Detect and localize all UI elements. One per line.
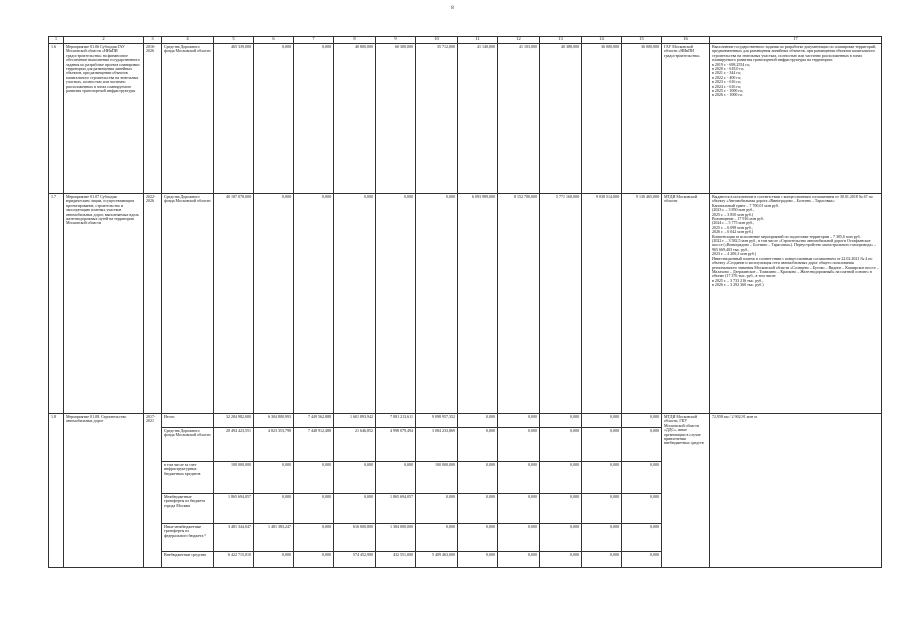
- amount-cell: 0,000: [622, 428, 662, 462]
- measure-name: Мероприятие 01.06 Субсидия ГАУ Московской области «НИиПИ градостроительства» на финансовое обеспечение выполнения государственного задания по разработке проекта планировки территории для размещения линейных объектов, при размещении объектов капитального строительства на земельных участках, полностью или частично расположенных в зонах планируемого развития транспортной инфраструктуры: [64, 44, 144, 194]
- result-line: Выдаются в исполнение в соответствии с концессионным соглашением от 30.01.2018 № 67 по объекту «Автомобильная дорога «Виноградово – Болтино – Тарасовка»:: [712, 194, 873, 204]
- funding-source: в том числе за счет инфраструктурных бюджетных кредитов: [162, 462, 214, 494]
- funding-source: Средства Дорожного фонда Московской области: [162, 194, 214, 414]
- amount-cell: 0,000: [294, 494, 334, 524]
- amount-cell: 0,000: [582, 494, 622, 524]
- amount-cell: 36 000,000: [582, 44, 622, 194]
- amount-cell: 0,000: [458, 428, 498, 462]
- amount-cell: 0,000: [458, 494, 498, 524]
- amount-cell: 7 448 912,488: [294, 428, 334, 462]
- amount-cell: 6 093 989,000: [458, 194, 498, 414]
- years: 2016-2026: [144, 44, 162, 194]
- result-line: (2023 г. – 3 850 млн руб.,: [712, 207, 755, 213]
- amount-cell: 8 152 700,000: [498, 194, 540, 414]
- result-line: Возмещение – 17 916 млн руб.: [712, 216, 765, 222]
- amount-cell: 0,000: [416, 194, 458, 414]
- amount-cell: 0,000: [540, 414, 582, 428]
- result-line: 2023 г. – 4 200,3 млн руб.): [712, 251, 757, 257]
- amount-cell: 0,000: [622, 552, 662, 568]
- amount-cell: 0,000: [498, 494, 540, 524]
- amount-cell: 6 422 715,010: [214, 552, 254, 568]
- amount-cell: 0,000: [458, 552, 498, 568]
- row-number: 1.6: [49, 44, 64, 194]
- row-number: 1.8: [49, 414, 64, 568]
- amount-cell: 0,000: [254, 44, 294, 194]
- amount-cell: 4 823 353,798: [254, 428, 294, 462]
- amount-cell: 0,000: [540, 494, 582, 524]
- amount-cell: 7 881 213,611: [376, 414, 416, 428]
- amount-cell: 0,000: [294, 194, 334, 414]
- result-line: Выполнение государственного задания по разработке документации по планировке территорий, предназначенных для размещения линейных объектов, при размещении объектов капитального строительства на земельных участках, полностью или частично расположенных в зонах планируемого развития транспортной инфраструктуры на территории:: [712, 44, 877, 63]
- amount-cell: 0,000: [582, 462, 622, 494]
- amount-cell: 0,000: [622, 494, 662, 524]
- amount-cell: 0,000: [498, 524, 540, 552]
- amount-cell: 5 771 160,000: [540, 194, 582, 414]
- amount-cell: 0,000: [376, 462, 416, 494]
- result-line: в 2020 г. - 618,0 га;: [712, 66, 744, 72]
- column-number-cell: 1: [49, 37, 64, 44]
- amount-cell: 100 000,000: [416, 462, 458, 494]
- amount-cell: 0,000: [582, 414, 622, 428]
- amount-cell: 41 140,000: [458, 44, 498, 194]
- amount-cell: 1 865 694,057: [376, 494, 416, 524]
- funding-source: Средства Дорожного фонда Московской области: [162, 428, 214, 462]
- amount-cell: 0,000: [254, 194, 294, 414]
- result-line: Капитальный грант – 7 700,01 млн руб.: [712, 202, 779, 208]
- amount-cell: 4 998 079,494: [376, 428, 416, 462]
- result-line: 72,958 км / 2 902,91 млн м: [712, 414, 757, 419]
- result-line: 2026 г. – 6 042 млн руб.): [712, 229, 754, 235]
- funding-source: Внебюджетные средства: [162, 552, 214, 568]
- amount-cell: 1 384 000,000: [376, 524, 416, 552]
- amount-cell: 36 000,000: [622, 44, 662, 194]
- amount-cell: 0,000: [334, 494, 376, 524]
- amount-cell: 0,000: [416, 494, 458, 524]
- column-number-cell: 13: [540, 37, 582, 44]
- column-number-cell: 8: [334, 37, 376, 44]
- amount-cell: 616 000,800: [334, 524, 376, 552]
- result-line: Инвестиционный платеж в соответствии с концессионным соглашением от 22.02.2021 № 4 по объекту «Создание и эксплуатация сети автомобильных дорог общего пользования регионального значения Московской области «Солнцево – Бутово – Видное – Каширское шоссе – Малахово – Дзержинское – Томилино – Красково – Железнодорожный» на платной основе» в объеме (17 376 тыс. руб., в том числе:: [712, 255, 879, 279]
- amount-cell: 41 103,000: [498, 44, 540, 194]
- years: 2022-2026: [144, 194, 162, 414]
- page-number: 8: [451, 6, 454, 11]
- column-number-cell: 3: [144, 37, 162, 44]
- amount-cell: 0,000: [622, 524, 662, 552]
- measure-name: Мероприятие 01.07 Субсидия юридическим лицам, осуществляющим проектирование, строительство и эксплуатацию платных участков автомобильных дорог, выполняемых вдоль железнодорожных путей на территории Московской области: [64, 194, 144, 414]
- amount-cell: 1 865 694,057: [214, 494, 254, 524]
- amount-cell: 5 409 463,000: [416, 552, 458, 568]
- amount-cell: 0,000: [294, 552, 334, 568]
- result-line: (2024 г. – 5 775 млн руб.,: [712, 220, 755, 226]
- amount-cell: 3 481 344,047: [214, 524, 254, 552]
- amount-cell: 0,000: [254, 552, 294, 568]
- amount-cell: 0,000: [458, 414, 498, 428]
- result-line: (2022 г. – 3 582,5 млн руб., в том числе «Строительство автомобильной дороги Остафьевское шоссе («Виноградово – Болтино – Тарасовка»). Переустройство магистрального газопровода» – 965 669,403 тыс. руб.,: [712, 238, 877, 252]
- amount-cell: 40 388,000: [540, 44, 582, 194]
- amount-cell: 0,000: [582, 428, 622, 462]
- table-row: [49, 194, 882, 414]
- executor: МТДИ Московской области: [662, 194, 710, 414]
- amount-cell: 0,000: [254, 494, 294, 524]
- column-number-cell: 4: [162, 37, 214, 44]
- executor: МТДИ Московской области, ГКУ Московской области «ДДС», иные организации в случае привлечения внебюджетных средств: [662, 414, 710, 568]
- amount-cell: 40 187 078,000: [214, 194, 254, 414]
- column-number-cell: 16: [662, 37, 710, 44]
- amount-cell: 9 098 957,352: [416, 414, 458, 428]
- amount-cell: 0,000: [294, 524, 334, 552]
- column-number-cell: 11: [458, 37, 498, 44]
- measure-name: Мероприятие 01.08. Строительство автомобильных дорог: [64, 414, 144, 568]
- amount-cell: 35 712,000: [416, 44, 458, 194]
- funding-source: Итого:: [162, 414, 214, 428]
- result-line: в 2026 г. – 3 292 360 тыс. руб.): [712, 282, 764, 288]
- program-table: [48, 36, 882, 568]
- column-number-cell: 9: [376, 37, 416, 44]
- amount-cell: 0,000: [458, 462, 498, 494]
- column-number-cell: 10: [416, 37, 458, 44]
- amount-cell: 21 646,852: [334, 428, 376, 462]
- amount-cell: 1 481 383,247: [254, 524, 294, 552]
- result-line: в 2026 г. - 1000 га.: [712, 92, 743, 98]
- amount-cell: 0,000: [294, 44, 334, 194]
- years: 2017-2021: [144, 414, 162, 568]
- column-number-cell: 17: [710, 37, 882, 44]
- amount-cell: 0,000: [582, 524, 622, 552]
- amount-cell: 0,000: [540, 524, 582, 552]
- column-number-cell: 7: [294, 37, 334, 44]
- column-number-cell: 12: [498, 37, 540, 44]
- amount-cell: 0,000: [498, 552, 540, 568]
- amount-cell: 574 452,900: [334, 552, 376, 568]
- amount-cell: 432 551,000: [376, 552, 416, 568]
- result-cell: [710, 194, 882, 414]
- result-line: в 2023 г. - 616 га;: [712, 79, 741, 85]
- amount-cell: 0,000: [540, 552, 582, 568]
- amount-cell: 32 284 982,000: [214, 414, 254, 428]
- amount-cell: 0,000: [498, 462, 540, 494]
- column-number-cell: 15: [622, 37, 662, 44]
- column-number-cell: 6: [254, 37, 294, 44]
- amount-cell: 0,000: [498, 414, 540, 428]
- column-number-cell: 5: [214, 37, 254, 44]
- result-line: в 2025 г. – 3 733 216 тыс. руб.,: [712, 277, 764, 283]
- column-number-row: [49, 37, 882, 44]
- amount-cell: 0,000: [294, 462, 334, 494]
- result-line: в 2025 г. - 1000 га;: [712, 88, 743, 94]
- amount-cell: 0,000: [458, 524, 498, 552]
- row-number: 1.7: [49, 194, 64, 414]
- result-line: в 2024 г. - 616 га;: [712, 83, 741, 89]
- amount-cell: 3 084 233,869: [416, 428, 458, 462]
- column-number-cell: 14: [582, 37, 622, 44]
- table-row: [49, 44, 882, 194]
- result-line: в 2021 г. - 344 га;: [712, 70, 741, 76]
- amount-cell: 0,000: [334, 462, 376, 494]
- result-line: в 2019 г. - 698,2554 га;: [712, 61, 750, 67]
- table-row: [49, 414, 882, 428]
- amount-cell: 0,000: [582, 552, 622, 568]
- result-line: Компенсация за исполнение мероприятий по подготовке территории – 7 305,6 млн руб.: [712, 233, 861, 239]
- executor: ГАУ Московской области «НИиПИ градостроительства»: [662, 44, 710, 194]
- amount-cell: 6 304 800,993: [254, 414, 294, 428]
- amount-cell: 0,000: [540, 462, 582, 494]
- amount-cell: 0,000: [416, 524, 458, 552]
- amount-cell: 0,000: [254, 462, 294, 494]
- amount-cell: 1 601 893,942: [334, 414, 376, 428]
- result-line: 2025 г. – 6 098 млн руб.,: [712, 224, 753, 230]
- amount-cell: 0,000: [334, 194, 376, 414]
- amount-cell: 0,000: [540, 428, 582, 462]
- amount-cell: 0,000: [376, 194, 416, 414]
- amount-cell: 20 494 423,551: [214, 428, 254, 462]
- amount-cell: 40 800,000: [334, 44, 376, 194]
- column-number-cell: 2: [64, 37, 144, 44]
- amount-cell: 7 449 562,888: [294, 414, 334, 428]
- result-cell: [710, 44, 882, 194]
- funding-source: Средства Дорожного фонда Московской области: [162, 44, 214, 194]
- amount-cell: 0,000: [622, 414, 662, 428]
- amount-cell: 9 038 514,000: [582, 194, 622, 414]
- amount-cell: 0,000: [622, 462, 662, 494]
- result-line: в 2022 г. - 400 га;: [712, 74, 741, 80]
- result-line: 2025 г. – 3 850 млн руб.): [712, 211, 754, 217]
- amount-cell: 100 000,000: [214, 462, 254, 494]
- amount-cell: 60 300,000: [376, 44, 416, 194]
- amount-cell: 9 130 465,000: [622, 194, 662, 414]
- amount-cell: 465 339,000: [214, 44, 254, 194]
- funding-source: Межбюджетные трансферты из бюджета города Москвы: [162, 494, 214, 524]
- result-cell: [710, 414, 882, 568]
- funding-source: Иные межбюджетные трансферты из федерального бюджета ⁹: [162, 524, 214, 552]
- amount-cell: 0,000: [498, 428, 540, 462]
